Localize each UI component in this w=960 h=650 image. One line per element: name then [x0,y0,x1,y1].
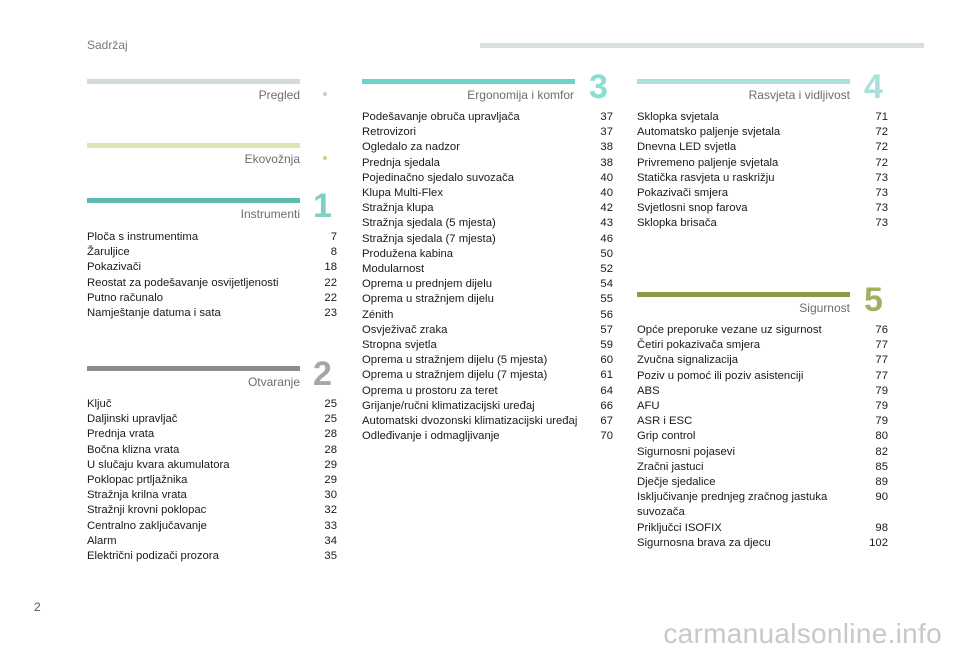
toc-entry-label: ASR i ESC [637,415,693,428]
toc-entry-label: Stražnji krovni poklopac [87,504,207,517]
toc-list [87,230,337,321]
toc-entry-label: ABS [637,384,660,397]
toc-entry-page: 35 [324,550,337,563]
toc-entry[interactable] [637,156,888,171]
toc-entry-label: U slučaju kvara akumulatora [87,458,230,471]
toc-entry-label: AFU [637,400,660,413]
toc-entry-page: 55 [600,293,613,306]
section-bar [87,198,300,203]
section-title[interactable]: Instrumenti [240,207,300,221]
toc-entry[interactable] [362,216,613,231]
toc-list [637,323,888,551]
toc-entry-label: Četiri pokazivača smjera [637,339,761,352]
toc-entry[interactable] [87,443,337,458]
toc-entry-label: Opće preporuke vezane uz sigurnost [637,324,822,336]
toc-entry-page: 77 [875,339,888,352]
toc-entry-page: 72 [875,126,888,139]
toc-entry-label: Stražnja krilna vrata [87,489,187,502]
section-bar [87,366,300,371]
toc-entry[interactable] [87,412,337,427]
toc-entry[interactable] [87,519,337,534]
toc-entry[interactable] [637,429,888,444]
toc-entry[interactable] [637,490,888,520]
toc-entry-label: Oprema u prednjem dijelu [362,278,492,291]
toc-entry[interactable] [637,338,888,353]
toc-entry-label: Stražnja sjedala (5 mjesta) [362,217,496,230]
toc-entry[interactable] [637,201,888,216]
toc-entry-label: Električni podizači prozora [87,550,219,563]
toc-entry-label: Oprema u stražnjem dijelu (7 mjesta) [362,369,548,382]
toc-entry-page: 28 [324,443,337,456]
toc-entry-page: 71 [875,111,888,123]
toc-entry-label: Grip control [637,430,696,443]
toc-entry-label: Žaruljice [87,246,130,259]
toc-entry[interactable] [362,308,613,323]
toc-entry-label: Pokazivači [87,261,141,274]
section-title[interactable]: Otvaranje [247,375,300,389]
toc-entry-page: 67 [600,415,613,428]
toc-entry[interactable] [87,534,337,549]
toc-entry[interactable] [362,277,613,292]
toc-entry[interactable] [362,186,613,201]
toc-entry-page: 25 [324,398,337,410]
watermark: carmanualsonline.info [663,618,942,649]
toc-entry[interactable] [362,323,613,338]
toc-entry[interactable] [362,414,613,429]
toc-entry[interactable] [362,247,613,262]
toc-entry[interactable] [362,429,613,444]
toc-entry-page: 77 [875,354,888,367]
toc-entry-label: Sigurnosni pojasevi [637,445,735,458]
toc-entry[interactable] [362,125,613,140]
toc-entry[interactable] [362,110,613,125]
toc-entry-page: 42 [600,202,613,215]
toc-entry[interactable] [87,549,337,564]
toc-entry[interactable] [87,427,337,442]
toc-entry-label: Oprema u prostoru za teret [362,384,498,397]
section-bar [637,79,850,84]
toc-entry[interactable] [87,458,337,473]
toc-entry-page: 18 [324,261,337,274]
toc-entry-page: 29 [324,474,337,487]
toc-entry[interactable] [637,384,888,399]
toc-entry-page: 29 [324,458,337,471]
toc-entry-label: Priključci ISOFIX [637,521,722,534]
section-number: 3 [589,68,608,106]
toc-entry[interactable] [637,460,888,475]
toc-entry-page: 8 [330,246,337,259]
toc-entry-label: Reostat za podešavanje osvijetljenosti [87,276,279,289]
toc-entry-page: 50 [600,247,613,260]
header-rule [480,43,924,48]
toc-entry-label: Produžena kabina [362,247,454,260]
toc-entry-label: Oprema u stražnjem dijelu (5 mjesta) [362,354,548,367]
page-title: Sadržaj [87,38,128,52]
toc-entry-label: Oprema u stražnjem dijelu [362,293,494,306]
toc-entry-page: 22 [324,291,337,304]
toc-entry[interactable] [637,475,888,490]
toc-entry-page: 40 [600,171,613,184]
toc-entry-page: 38 [600,141,613,154]
toc-entry-label: Ključ [87,398,112,410]
toc-entry-label: Prednja sjedala [362,156,440,169]
toc-entry[interactable] [362,232,613,247]
toc-entry[interactable] [362,292,613,307]
toc-entry[interactable] [87,473,337,488]
toc-entry-page: 73 [875,202,888,215]
toc-entry-label: Dnevna LED svjetla [637,141,737,154]
toc-entry-label: Sklopka svjetala [637,111,719,123]
toc-entry-label: Sklopka brisača [637,217,717,230]
toc-entry-page: 54 [600,278,613,291]
toc-entry-page: 79 [875,415,888,428]
toc-entry-label: Ogledalo za nadzor [362,141,460,154]
section-marker [323,92,327,96]
toc-entry-label: Dječje sjedalice [637,476,716,489]
toc-entry-label: Stražnja klupa [362,202,434,215]
section-marker [323,156,327,160]
toc-entry-label: Sigurnosna brava za djecu [637,536,771,549]
toc-entry-page: 64 [600,384,613,397]
toc-entry-label: Prednja vrata [87,428,155,441]
toc-entry-page: 60 [600,354,613,367]
toc-entry[interactable] [87,291,337,306]
toc-entry-page: 52 [600,263,613,276]
toc-entry-label: Bočna klizna vrata [87,443,180,456]
toc-entry-page: 37 [600,111,613,123]
toc-entry-page: 22 [324,276,337,289]
toc-entry-label: Pojedinačno sjedalo suvozača [362,171,514,184]
toc-entry-label: Retrovizori [362,126,416,139]
toc-entry[interactable] [87,276,337,291]
toc-entry-label: Odleđivanje i odmagljivanje [362,430,500,443]
toc-entry[interactable] [362,156,613,171]
toc-entry-page: 77 [875,369,888,382]
toc-entry-page: 73 [875,171,888,184]
toc-entry-page: 57 [600,323,613,336]
toc-entry-label: Alarm [87,534,117,547]
toc-entry[interactable] [637,521,888,536]
toc-entry-label: Ploča s instrumentima [87,231,199,243]
toc-entry-label: Daljinski upravljač [87,413,178,426]
toc-entry-label: Privremeno paljenje svjetala [637,156,779,169]
toc-entry-label: Centralno zaključavanje [87,519,207,532]
toc-entry[interactable] [637,399,888,414]
toc-entry[interactable] [362,399,613,414]
toc-entry[interactable] [362,353,613,368]
toc-entry-label: Poziv u pomoć ili poziv asistenciji [637,369,804,382]
toc-entry-label: Stropna svjetla [362,339,437,352]
toc-entry[interactable] [637,125,888,140]
toc-entry-label: Klupa Multi-Flex [362,187,443,200]
toc-entry[interactable] [362,171,613,186]
toc-entry[interactable] [637,216,888,231]
toc-entry-label: Podešavanje obruča upravljača [362,111,520,123]
toc-entry-page: 23 [324,307,337,320]
toc-entry-page: 85 [875,460,888,473]
toc-entry[interactable] [637,110,888,125]
toc-entry-page: 76 [875,324,888,336]
toc-entry-page: 38 [600,156,613,169]
toc-entry[interactable] [362,368,613,383]
section-number: 2 [313,355,332,393]
toc-entry-page: 56 [600,308,613,321]
toc-entry-page: 79 [875,384,888,397]
toc-entry[interactable] [87,245,337,260]
toc-entry-page: 40 [600,187,613,200]
toc-entry-page: 73 [875,217,888,230]
toc-entry-page: 90 [875,491,888,504]
section-title[interactable]: Pregled [258,88,300,102]
toc-entry-page: 37 [600,126,613,139]
toc-entry-page: 89 [875,476,888,489]
toc-entry-label: Namještanje datuma i sata [87,307,221,320]
toc-entry-label: Modularnost [362,263,425,276]
toc-entry-page: 82 [875,445,888,458]
toc-list [362,110,613,444]
toc-entry-page: 43 [600,217,613,230]
section-title[interactable]: Rasvjeta i vidljivost [748,88,850,102]
toc-entry[interactable] [87,488,337,503]
toc-entry[interactable] [362,140,613,155]
toc-entry[interactable] [637,353,888,368]
toc-entry-page: 102 [869,536,888,549]
toc-list [637,110,888,232]
section-title[interactable]: Ergonomija i komfor [467,88,574,102]
section-number: 5 [864,281,883,319]
toc-entry[interactable] [362,338,613,353]
section-number: 4 [864,68,883,106]
toc-entry-label: Isključivanje prednjeg zračnog jastuka suvozača [637,491,828,519]
toc-entry[interactable] [637,445,888,460]
toc-entry[interactable] [637,536,888,551]
toc-entry-page: 7 [330,231,337,243]
toc-entry-label: Statička rasvjeta u raskrižju [637,171,775,184]
toc-entry[interactable] [362,201,613,216]
toc-entry-page: 25 [324,413,337,426]
toc-entry-label: Zvučna signalizacija [637,354,739,367]
toc-entry[interactable] [637,369,888,384]
toc-entry-page: 30 [324,489,337,502]
toc-entry-label: Poklopac prtljažnika [87,474,188,487]
toc-entry[interactable] [87,260,337,275]
section-number: 1 [313,187,332,225]
toc-entry[interactable] [362,384,613,399]
toc-entry-page: 80 [875,430,888,443]
toc-entry[interactable] [637,171,888,186]
toc-entry-label: Zračni jastuci [637,460,704,473]
section-title[interactable]: Ekovožnja [244,152,300,166]
section-bar [87,143,300,148]
toc-entry-label: Grijanje/ručni klimatizacijski uređaj [362,399,535,412]
section-bar [637,292,850,297]
toc-entry-page: 79 [875,400,888,413]
toc-entry-page: 32 [324,504,337,517]
toc-entry-page: 61 [600,369,613,382]
toc-entry-page: 70 [600,430,613,443]
toc-entry-label: Zénith [362,308,394,321]
toc-entry[interactable] [87,306,337,321]
section-bar [362,79,575,84]
toc-entry-page: 72 [875,141,888,154]
toc-entry[interactable] [87,397,337,412]
toc-entry[interactable] [87,230,337,245]
toc-list [87,397,337,564]
toc-entry-page: 33 [324,519,337,532]
toc-entry-label: Automatski dvozonski klimatizacijski uređaj [362,415,578,428]
toc-entry-label: Stražnja sjedala (7 mjesta) [362,232,496,245]
section-bar [87,79,300,84]
toc-entry-page: 28 [324,428,337,441]
page-number: 2 [34,600,41,614]
toc-entry[interactable] [637,186,888,201]
toc-entry-label: Putno računalo [87,291,163,304]
toc-entry-page: 73 [875,187,888,200]
toc-entry[interactable] [637,323,888,338]
section-title[interactable]: Sigurnost [799,301,850,315]
toc-entry-label: Pokazivači smjera [637,187,729,200]
toc-entry-page: 72 [875,156,888,169]
toc-entry-page: 98 [875,521,888,534]
toc-entry[interactable] [87,503,337,518]
toc-entry-label: Osvježivač zraka [362,323,448,336]
toc-entry[interactable] [637,140,888,155]
toc-entry-page: 34 [324,534,337,547]
toc-entry-label: Svjetlosni snop farova [637,202,748,215]
toc-entry-label: Automatsko paljenje svjetala [637,126,781,139]
toc-entry-page: 66 [600,399,613,412]
toc-entry[interactable] [637,414,888,429]
toc-entry[interactable] [362,262,613,277]
toc-entry-page: 59 [600,339,613,352]
toc-entry-page: 46 [600,232,613,245]
